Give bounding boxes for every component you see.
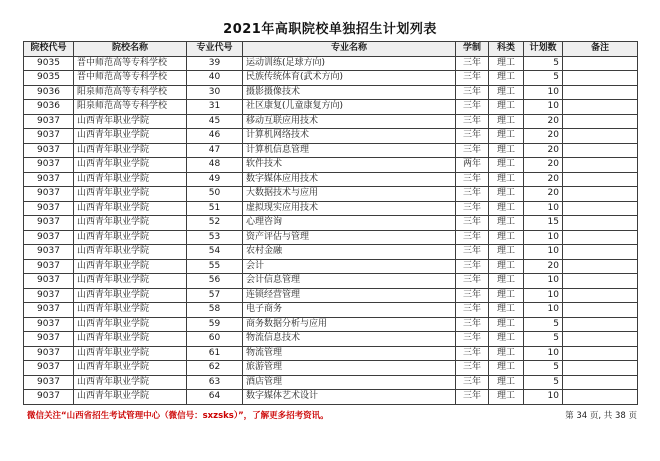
col-header-major-code: 专业代号 <box>187 42 243 57</box>
cell-category: 理工 <box>489 288 524 303</box>
cell-plan-count: 5 <box>524 375 563 390</box>
cell-category: 理工 <box>489 187 524 202</box>
cell-college-code: 9037 <box>24 143 74 158</box>
cell-college-name: 山西青年职业学院 <box>74 390 187 405</box>
cell-duration: 三年 <box>456 259 489 274</box>
cell-major-name: 计算机网络技术 <box>243 129 456 144</box>
cell-duration: 三年 <box>456 317 489 332</box>
cell-college-name: 山西青年职业学院 <box>74 274 187 289</box>
col-header-college-name: 院校名称 <box>74 42 187 57</box>
cell-remark <box>563 187 638 202</box>
cell-college-name: 晋中师范高等专科学校 <box>74 71 187 86</box>
cell-college-code: 9037 <box>24 245 74 260</box>
cell-major-code: 40 <box>187 71 243 86</box>
cell-college-name: 山西青年职业学院 <box>74 361 187 376</box>
table-row <box>24 172 638 187</box>
table-row <box>24 143 638 158</box>
cell-major-code: 39 <box>187 56 243 71</box>
cell-college-name: 阳泉师范高等专科学校 <box>74 85 187 100</box>
cell-plan-count: 5 <box>524 361 563 376</box>
cell-major-code: 50 <box>187 187 243 202</box>
cell-remark <box>563 201 638 216</box>
cell-major-name: 摄影摄像技术 <box>243 85 456 100</box>
cell-category: 理工 <box>489 390 524 405</box>
cell-duration: 三年 <box>456 71 489 86</box>
cell-plan-count: 20 <box>524 158 563 173</box>
cell-plan-count: 20 <box>524 129 563 144</box>
cell-major-code: 62 <box>187 361 243 376</box>
cell-major-name: 电子商务 <box>243 303 456 318</box>
cell-college-name: 山西青年职业学院 <box>74 346 187 361</box>
cell-college-code: 9036 <box>24 85 74 100</box>
cell-college-code: 9037 <box>24 274 74 289</box>
cell-duration: 三年 <box>456 201 489 216</box>
cell-college-code: 9037 <box>24 172 74 187</box>
cell-remark <box>563 230 638 245</box>
cell-college-name: 山西青年职业学院 <box>74 216 187 231</box>
cell-duration: 三年 <box>456 143 489 158</box>
cell-plan-count: 10 <box>524 85 563 100</box>
cell-college-code: 9037 <box>24 375 74 390</box>
cell-category: 理工 <box>489 274 524 289</box>
cell-duration: 三年 <box>456 361 489 376</box>
table-row <box>24 216 638 231</box>
cell-major-code: 30 <box>187 85 243 100</box>
cell-category: 理工 <box>489 85 524 100</box>
enrollment-plan-table <box>23 41 638 405</box>
cell-duration: 三年 <box>456 129 489 144</box>
cell-major-name: 会计信息管理 <box>243 274 456 289</box>
table-row <box>24 158 638 173</box>
table-row <box>24 332 638 347</box>
cell-college-code: 9036 <box>24 100 74 115</box>
cell-plan-count: 10 <box>524 230 563 245</box>
cell-remark <box>563 288 638 303</box>
cell-major-name: 物流管理 <box>243 346 456 361</box>
page-footer <box>23 409 637 421</box>
col-header-duration: 学制 <box>456 42 489 57</box>
cell-college-code: 9035 <box>24 56 74 71</box>
cell-plan-count: 20 <box>524 187 563 202</box>
cell-major-code: 48 <box>187 158 243 173</box>
cell-major-code: 64 <box>187 390 243 405</box>
cell-major-name: 资产评估与管理 <box>243 230 456 245</box>
cell-duration: 三年 <box>456 230 489 245</box>
cell-remark <box>563 129 638 144</box>
cell-duration: 三年 <box>456 85 489 100</box>
col-header-remark: 备注 <box>563 42 638 57</box>
table-row <box>24 259 638 274</box>
cell-plan-count: 10 <box>524 346 563 361</box>
cell-major-name: 民族传统体育(武术方向) <box>243 71 456 86</box>
cell-major-name: 社区康复(儿童康复方向) <box>243 100 456 115</box>
table-row <box>24 85 638 100</box>
cell-major-name: 移动互联应用技术 <box>243 114 456 129</box>
cell-duration: 三年 <box>456 114 489 129</box>
cell-major-code: 51 <box>187 201 243 216</box>
cell-major-name: 心理咨询 <box>243 216 456 231</box>
cell-major-name: 商务数据分析与应用 <box>243 317 456 332</box>
cell-plan-count: 5 <box>524 317 563 332</box>
cell-major-code: 56 <box>187 274 243 289</box>
col-header-plan-count: 计划数 <box>524 42 563 57</box>
cell-category: 理工 <box>489 56 524 71</box>
cell-plan-count: 15 <box>524 216 563 231</box>
cell-college-code: 9037 <box>24 187 74 202</box>
cell-major-code: 47 <box>187 143 243 158</box>
cell-major-name: 旅游管理 <box>243 361 456 376</box>
cell-remark <box>563 114 638 129</box>
cell-college-name: 山西青年职业学院 <box>74 187 187 202</box>
cell-category: 理工 <box>489 230 524 245</box>
cell-major-code: 60 <box>187 332 243 347</box>
cell-category: 理工 <box>489 71 524 86</box>
table-row <box>24 346 638 361</box>
cell-major-code: 63 <box>187 375 243 390</box>
cell-remark <box>563 216 638 231</box>
cell-college-name: 山西青年职业学院 <box>74 129 187 144</box>
cell-plan-count: 5 <box>524 56 563 71</box>
cell-remark <box>563 158 638 173</box>
cell-major-name: 软件技术 <box>243 158 456 173</box>
cell-remark <box>563 100 638 115</box>
cell-college-code: 9037 <box>24 346 74 361</box>
cell-major-code: 49 <box>187 172 243 187</box>
cell-college-name: 山西青年职业学院 <box>74 245 187 260</box>
cell-college-name: 山西青年职业学院 <box>74 303 187 318</box>
cell-major-name: 数字媒体应用技术 <box>243 172 456 187</box>
cell-college-code: 9035 <box>24 71 74 86</box>
cell-duration: 三年 <box>456 216 489 231</box>
table-body <box>24 56 638 404</box>
cell-college-code: 9037 <box>24 288 74 303</box>
cell-category: 理工 <box>489 303 524 318</box>
cell-category: 理工 <box>489 201 524 216</box>
cell-duration: 三年 <box>456 332 489 347</box>
cell-category: 理工 <box>489 361 524 376</box>
cell-duration: 三年 <box>456 100 489 115</box>
cell-plan-count: 10 <box>524 274 563 289</box>
cell-college-name: 山西青年职业学院 <box>74 201 187 216</box>
cell-duration: 三年 <box>456 187 489 202</box>
cell-major-code: 54 <box>187 245 243 260</box>
cell-plan-count: 5 <box>524 332 563 347</box>
table-row <box>24 201 638 216</box>
cell-major-code: 52 <box>187 216 243 231</box>
cell-major-code: 58 <box>187 303 243 318</box>
cell-category: 理工 <box>489 129 524 144</box>
cell-duration: 三年 <box>456 172 489 187</box>
cell-plan-count: 10 <box>524 303 563 318</box>
cell-college-name: 山西青年职业学院 <box>74 288 187 303</box>
cell-college-name: 山西青年职业学院 <box>74 259 187 274</box>
cell-major-name: 虚拟现实应用技术 <box>243 201 456 216</box>
cell-duration: 三年 <box>456 375 489 390</box>
cell-category: 理工 <box>489 332 524 347</box>
cell-remark <box>563 361 638 376</box>
cell-duration: 三年 <box>456 245 489 260</box>
cell-remark <box>563 317 638 332</box>
col-header-college-code: 院校代号 <box>24 42 74 57</box>
cell-remark <box>563 56 638 71</box>
cell-college-name: 山西青年职业学院 <box>74 158 187 173</box>
table-row <box>24 390 638 405</box>
cell-category: 理工 <box>489 158 524 173</box>
cell-major-code: 61 <box>187 346 243 361</box>
cell-major-code: 59 <box>187 317 243 332</box>
cell-college-code: 9037 <box>24 216 74 231</box>
cell-college-name: 山西青年职业学院 <box>74 375 187 390</box>
cell-college-name: 山西青年职业学院 <box>74 317 187 332</box>
table-row <box>24 274 638 289</box>
table-row <box>24 71 638 86</box>
cell-category: 理工 <box>489 143 524 158</box>
table-row <box>24 303 638 318</box>
cell-duration: 三年 <box>456 346 489 361</box>
cell-remark <box>563 172 638 187</box>
table-row <box>24 288 638 303</box>
cell-category: 理工 <box>489 346 524 361</box>
page-number-indicator: 第 34 页, 共 38 页 <box>565 410 637 421</box>
table-row <box>24 375 638 390</box>
col-header-category: 科类 <box>489 42 524 57</box>
cell-plan-count: 20 <box>524 114 563 129</box>
cell-category: 理工 <box>489 216 524 231</box>
cell-college-name: 山西青年职业学院 <box>74 114 187 129</box>
cell-remark <box>563 71 638 86</box>
cell-major-code: 55 <box>187 259 243 274</box>
cell-college-name: 晋中师范高等专科学校 <box>74 56 187 71</box>
wechat-notice-text: 微信关注“山西省招生考试管理中心（微信号：sxzsks）”，了解更多招考资讯。 <box>27 410 329 421</box>
cell-remark <box>563 245 638 260</box>
cell-remark <box>563 259 638 274</box>
cell-college-name: 山西青年职业学院 <box>74 332 187 347</box>
cell-remark <box>563 303 638 318</box>
cell-college-code: 9037 <box>24 230 74 245</box>
cell-plan-count: 20 <box>524 143 563 158</box>
cell-category: 理工 <box>489 259 524 274</box>
table-row <box>24 100 638 115</box>
cell-major-name: 数字媒体艺术设计 <box>243 390 456 405</box>
cell-category: 理工 <box>489 172 524 187</box>
cell-category: 理工 <box>489 375 524 390</box>
cell-major-code: 45 <box>187 114 243 129</box>
cell-major-code: 31 <box>187 100 243 115</box>
cell-college-code: 9037 <box>24 390 74 405</box>
cell-remark <box>563 375 638 390</box>
cell-remark <box>563 274 638 289</box>
cell-plan-count: 20 <box>524 259 563 274</box>
cell-category: 理工 <box>489 100 524 115</box>
cell-duration: 三年 <box>456 56 489 71</box>
cell-college-code: 9037 <box>24 303 74 318</box>
cell-college-code: 9037 <box>24 201 74 216</box>
page-title: 2021年高职院校单独招生计划列表 <box>223 22 437 37</box>
cell-plan-count: 10 <box>524 201 563 216</box>
cell-plan-count: 10 <box>524 245 563 260</box>
cell-category: 理工 <box>489 317 524 332</box>
table-row <box>24 129 638 144</box>
cell-college-code: 9037 <box>24 332 74 347</box>
cell-major-name: 计算机信息管理 <box>243 143 456 158</box>
cell-plan-count: 5 <box>524 71 563 86</box>
table-row <box>24 245 638 260</box>
cell-duration: 三年 <box>456 288 489 303</box>
table-row <box>24 230 638 245</box>
cell-college-name: 山西青年职业学院 <box>74 172 187 187</box>
cell-remark <box>563 85 638 100</box>
table-row <box>24 317 638 332</box>
cell-college-code: 9037 <box>24 317 74 332</box>
cell-college-code: 9037 <box>24 129 74 144</box>
table-row <box>24 187 638 202</box>
cell-college-code: 9037 <box>24 361 74 376</box>
table-row <box>24 361 638 376</box>
table-header-row <box>24 42 638 57</box>
cell-plan-count: 10 <box>524 288 563 303</box>
col-header-major-name: 专业名称 <box>243 42 456 57</box>
cell-college-name: 山西青年职业学院 <box>74 143 187 158</box>
cell-remark <box>563 390 638 405</box>
table-row <box>24 56 638 71</box>
cell-plan-count: 10 <box>524 390 563 405</box>
cell-college-code: 9037 <box>24 259 74 274</box>
cell-college-name: 山西青年职业学院 <box>74 230 187 245</box>
cell-major-name: 运动训练(足球方向) <box>243 56 456 71</box>
table-row <box>24 114 638 129</box>
cell-major-name: 大数据技术与应用 <box>243 187 456 202</box>
cell-college-code: 9037 <box>24 158 74 173</box>
cell-college-name: 阳泉师范高等专科学校 <box>74 100 187 115</box>
cell-category: 理工 <box>489 114 524 129</box>
cell-duration: 三年 <box>456 274 489 289</box>
cell-duration: 三年 <box>456 390 489 405</box>
cell-major-code: 57 <box>187 288 243 303</box>
cell-remark <box>563 332 638 347</box>
cell-major-name: 农村金融 <box>243 245 456 260</box>
cell-major-name: 物流信息技术 <box>243 332 456 347</box>
cell-category: 理工 <box>489 245 524 260</box>
cell-college-code: 9037 <box>24 114 74 129</box>
cell-plan-count: 20 <box>524 172 563 187</box>
cell-remark <box>563 346 638 361</box>
cell-major-code: 53 <box>187 230 243 245</box>
cell-major-name: 连锁经营管理 <box>243 288 456 303</box>
cell-duration: 两年 <box>456 158 489 173</box>
cell-major-name: 会计 <box>243 259 456 274</box>
cell-duration: 三年 <box>456 303 489 318</box>
cell-remark <box>563 143 638 158</box>
cell-major-code: 46 <box>187 129 243 144</box>
cell-major-name: 酒店管理 <box>243 375 456 390</box>
cell-plan-count: 10 <box>524 100 563 115</box>
